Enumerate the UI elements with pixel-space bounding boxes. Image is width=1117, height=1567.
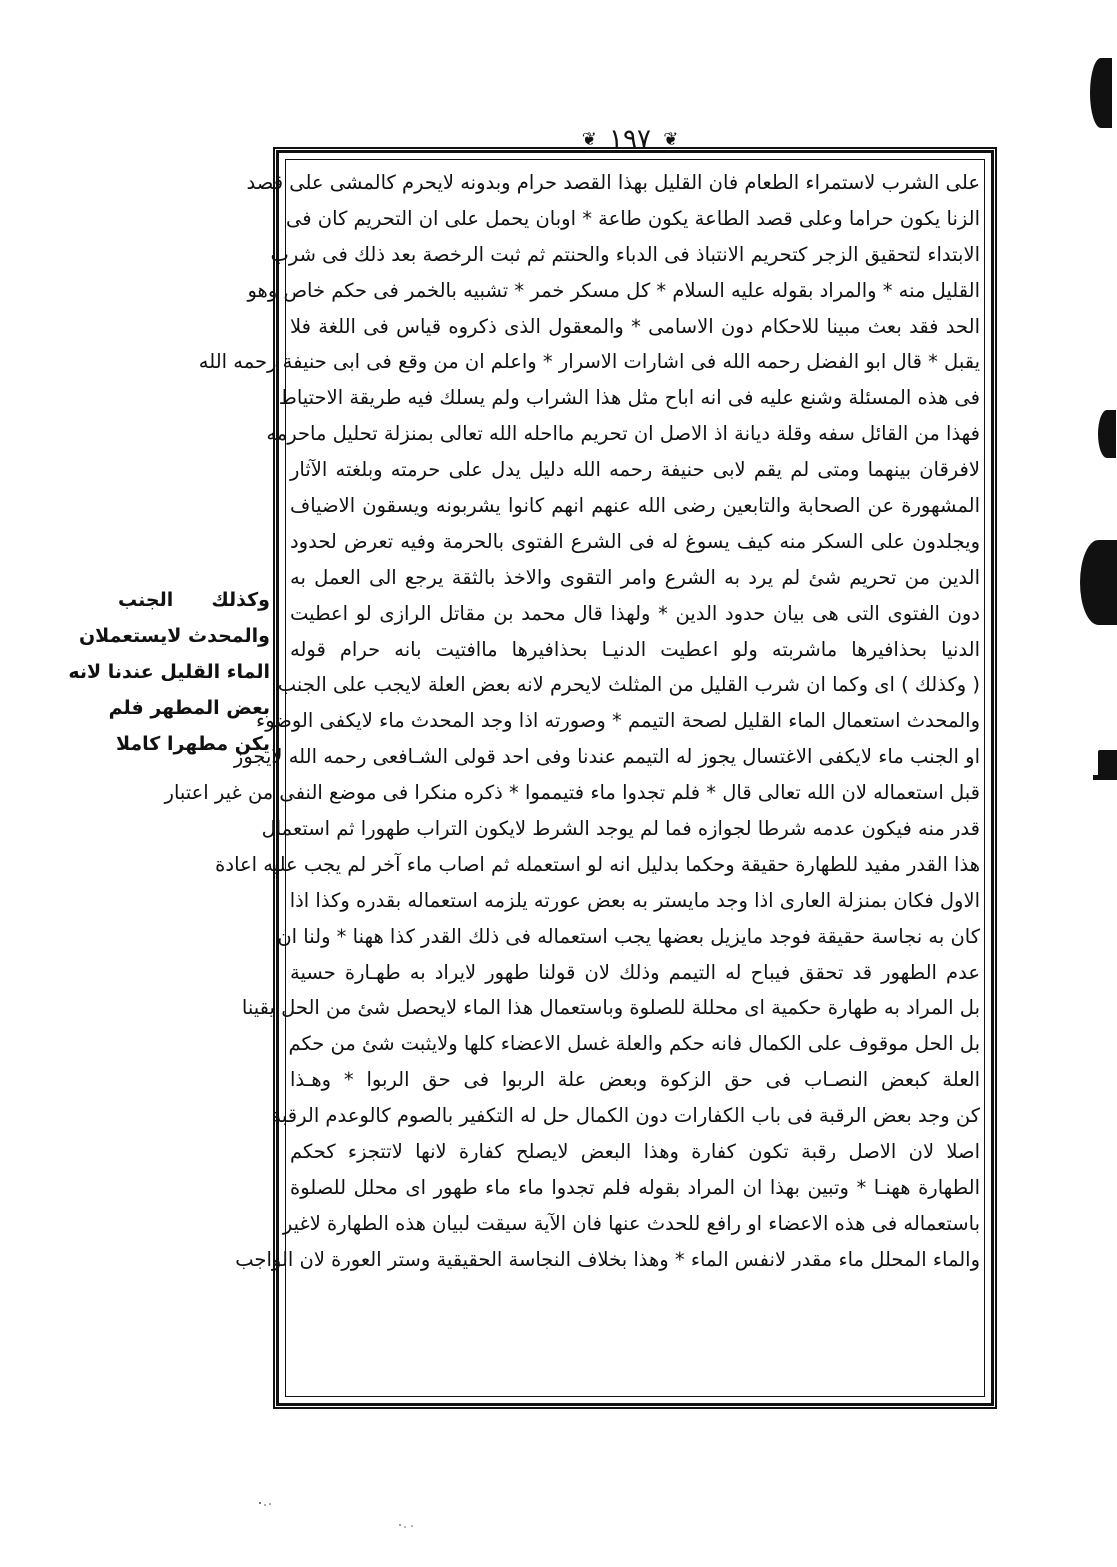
text-line: او الجنب ماء لايكفى الاغتسال يجوز له التيمم عندنا وفى احد قولى الشـافعى رحمه الله لايجوز <box>233 745 980 769</box>
page-number-text: ١٩٧ <box>609 124 651 154</box>
text-line: والماء المحلل ماء مقدر لانفس الماء * وهذا بخلاف النجاسة الحقيقية وستر العورة لان الواجب <box>235 1247 980 1271</box>
text-line: الدين من تحريم شئ لم يرد به الشرع وامر التقوى والاخذ بالثقة يرجع الى العمل به <box>290 565 980 589</box>
page-edge-mark <box>1098 410 1116 458</box>
text-line: لافرقان بينهما ومتى لم يقم لابى حنيفة رحمه الله دليل يدل على حرمته وبلغته الآثار <box>290 458 980 482</box>
text-line: الطهارة ههنـا * وتبين بهذا ان المراد بقوله فلم تجدوا ماء ماء طهور اى محلل للصلوة <box>290 1175 980 1199</box>
margin-note-line: بعض المطهر فلم <box>108 697 270 719</box>
text-line: قبل استعماله لان الله تعالى قال * فلم تجدوا ماء فتيمموا * ذكره منكرا فى موضع النفى من غير اعتبار <box>164 781 980 805</box>
margin-note-line: وكذلك الجنب <box>118 589 270 611</box>
page-edge-mark <box>1090 58 1112 128</box>
text-line: بل المراد به طهارة حكمية اى محللة للصلوة وباستعمال هذا الماء لايحصل شئ من الحل يقينا <box>241 996 980 1020</box>
text-line: يقبل * قال ابو الفضل رحمه الله فى اشارات الاسرار * واعلم ان من وقع فى ابى حنيفة رحمه الله <box>198 350 980 374</box>
text-line: على الشرب لاستمراء الطعام فان القليل بهذا القصد حرام وبدونه لايحرم كالمشى على قصد <box>246 171 980 194</box>
margin-note-line: والمحدث لايستعملان <box>78 625 270 647</box>
text-line: فى هذه المسئلة وشنع عليه فى انه اباح مثل هذا الشراب ولم يسلك فيه طريقة الاحتياط <box>278 386 980 410</box>
text-line: ( وكذلك ) اى وكما ان شرب القليل من المثلث لايحرم لانه بعض العلة لايجب على الجنب <box>277 673 980 697</box>
margin-note-line: يكن مطهرا كاملا <box>115 733 270 755</box>
text-line: اصلا لان الاصل رقبة تكون كفارة وهذا البعض لايصلح كفارة لانها لاتتجزء كحكم <box>290 1140 980 1164</box>
text-line: بل الحل موقوف على الكمال فانه حكم والعلة غسل الاعضاء كلها ولايثبت شئ من حكم <box>288 1032 980 1056</box>
text-line: العلة كبعض النصـاب فى حق الزكوة وبعض علة الربوا فى حق الربوا * وهـذا <box>290 1068 980 1092</box>
text-line: ويجلدون على السكر منه كيف يسوغ له فى الشرع الفتوى بالحرمة وفيه تعرض لحدود <box>290 529 980 553</box>
text-line: الدنيا بحذافيرها ماشربته ولو اعطيت الدنيـا بحذافيرها ماافتيت بانه حرام قوله <box>290 637 980 661</box>
text-line: دون الفتوى التى هى بيان حدود الدين * ولهذا قال محمد بن مقاتل الرازى لو اعطيت <box>290 601 980 625</box>
text-line: فهذا من القائل سفه وقلة ديانة اذ الاصل ان تحريم مااحله الله تعالى بمنزلة تحليل ماحرمه <box>266 422 980 446</box>
text-line: القليل منه * والمراد بقوله عليه السلام * كل مسكر خمر * تشبيه بالخمر فى حكم خاص وهو <box>247 278 980 302</box>
page-edge-mark <box>1080 540 1117 625</box>
text-line: قدر منه فيكون عدمه شرطا لجوازه فما لم يوجد الشرط لايكون التراب طهورا ثم استعمال <box>261 817 980 841</box>
ornament-right-icon: ❦ <box>663 128 679 150</box>
text-line: كن وجد بعض الرقبة فى باب الكفارات دون الكمال حل له التكفير بالصوم كالوعدم الرقبة <box>271 1104 980 1128</box>
margin-note-line: الماء القليل عندنا لانه <box>68 661 270 683</box>
text-line: والمحدث استعمال الماء القليل لصحة التيمم * وصورته اذا وجد المحدث ماء لايكفى الوضوء <box>256 709 980 733</box>
text-line: الابتداء لتحقيق الزجر كتحريم الانتباذ فى الدباء والحنتم ثم ثبت الرخصة بعد ذلك فى شرب <box>270 242 980 266</box>
text-line: الحد فقد بعث مبينا للاحكام دون الاسامى * والمعقول الذى ذكروه قياس فى اللغة فلا <box>290 314 980 338</box>
ornament-left-icon: ❦ <box>581 128 597 150</box>
scan-specks <box>150 1495 550 1535</box>
text-line: المشهورة عن الصحابة والتابعين رضى الله عنهم انهم كانوا يشربونه ويسقون الاضياف <box>290 494 980 518</box>
text-line: عدم الطهور قد تحقق فيباح له التيمم وذلك لان قولنا طهور لايراد به طهـارة حسية <box>290 960 980 984</box>
text-line: هذا القدر مفيد للطهارة حقيقة وحكما بدليل انه لو استعمله ثم اصاب ماء آخر لم يجب عليه اعادة <box>215 852 980 876</box>
page-edge-mark <box>1098 750 1117 778</box>
text-line: كان به نجاسة حقيقة فوجد مايزيل بعضها يجب استعماله فى ذلك القدر كذا ههنا * ولنا ان <box>277 924 980 948</box>
page-edge-mark <box>1093 775 1117 780</box>
text-line: الاول فكان بمنزلة العارى اذا وجد مايستر به بعض عورته يلزمه استعماله بقدره وكذا اذا <box>289 888 980 912</box>
text-line: باستعماله فى هذه الاعضاء او رافع للحدث عنها فان الآية سيقت لبيان هذه الطهارة لاغير <box>282 1211 980 1235</box>
text-line: الزنا يكون حراما وعلى قصد الطاعة يكون طاعة * اوبان يحمل على ان التحريم كان فى <box>286 206 980 230</box>
margin-note <box>68 582 270 762</box>
